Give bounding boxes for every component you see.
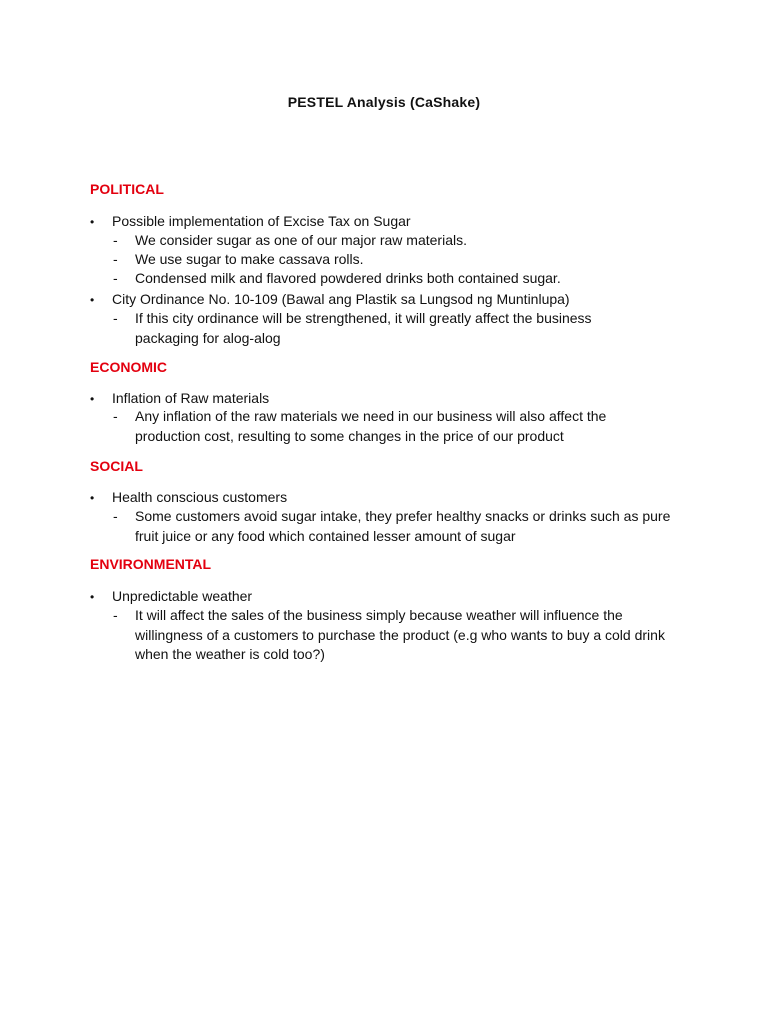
dash-icon: - bbox=[113, 310, 118, 326]
bullet-item bbox=[90, 289, 570, 309]
dash-icon: - bbox=[113, 408, 118, 424]
sub-text: It will affect the sales of the business simply because weather will influence the willingness of a customers to purchase the product (e.g who wants to buy a cold drink when the weather is cold too?) bbox=[135, 607, 665, 662]
bullet-text: City Ordinance No. 10-109 (Bawal ang Plastik sa Lungsod ng Muntinlupa) bbox=[112, 291, 570, 307]
sub-text: We consider sugar as one of our major raw materials. bbox=[135, 232, 467, 248]
sub-item bbox=[113, 507, 693, 546]
bullet-text: Unpredictable weather bbox=[112, 588, 253, 604]
sub-text: We use sugar to make cassava rolls. bbox=[135, 251, 364, 267]
bullet-text: Inflation of Raw materials bbox=[112, 390, 270, 406]
dash-icon: - bbox=[113, 508, 118, 524]
heading-social: SOCIAL bbox=[90, 458, 143, 474]
sub-item bbox=[113, 231, 693, 251]
bullet-text: Health conscious customers bbox=[112, 489, 288, 505]
sub-text: Condensed milk and flavored powdered drinks both contained sugar. bbox=[135, 270, 561, 286]
bullet-item bbox=[90, 487, 287, 507]
heading-environmental: ENVIRONMENTAL bbox=[90, 556, 212, 572]
bullet-icon: • bbox=[90, 293, 95, 307]
bullet-icon: • bbox=[90, 491, 95, 505]
bullet-item bbox=[90, 211, 411, 231]
heading-economic: ECONOMIC bbox=[90, 359, 167, 375]
dash-icon: - bbox=[113, 270, 118, 286]
bullet-text: Possible implementation of Excise Tax on Sugar bbox=[112, 213, 411, 229]
sub-item bbox=[113, 606, 673, 665]
dash-icon: - bbox=[113, 251, 118, 267]
bullet-item bbox=[90, 388, 269, 408]
sub-item bbox=[113, 269, 693, 289]
sub-item bbox=[113, 407, 653, 446]
sub-text: Some customers avoid sugar intake, they prefer healthy snacks or drinks such as pure fruit juice or any food which contained lesser amount of sugar bbox=[135, 508, 671, 544]
bullet-icon: • bbox=[90, 590, 95, 604]
bullet-icon: • bbox=[90, 392, 95, 406]
heading-political: POLITICAL bbox=[90, 181, 164, 197]
dash-icon: - bbox=[113, 607, 118, 623]
document-title: PESTEL Analysis (CaShake) bbox=[287, 94, 481, 110]
bullet-icon: • bbox=[90, 215, 95, 229]
bullet-item bbox=[90, 586, 252, 606]
sub-item bbox=[113, 250, 693, 270]
dash-icon: - bbox=[113, 232, 118, 248]
sub-text: Any inflation of the raw materials we need in our business will also affect the production cost, resulting to some changes in the price of our product bbox=[135, 408, 607, 444]
sub-text: If this city ordinance will be strengthened, it will greatly affect the business packaging for alog-alog bbox=[135, 310, 592, 346]
sub-item bbox=[113, 309, 638, 348]
